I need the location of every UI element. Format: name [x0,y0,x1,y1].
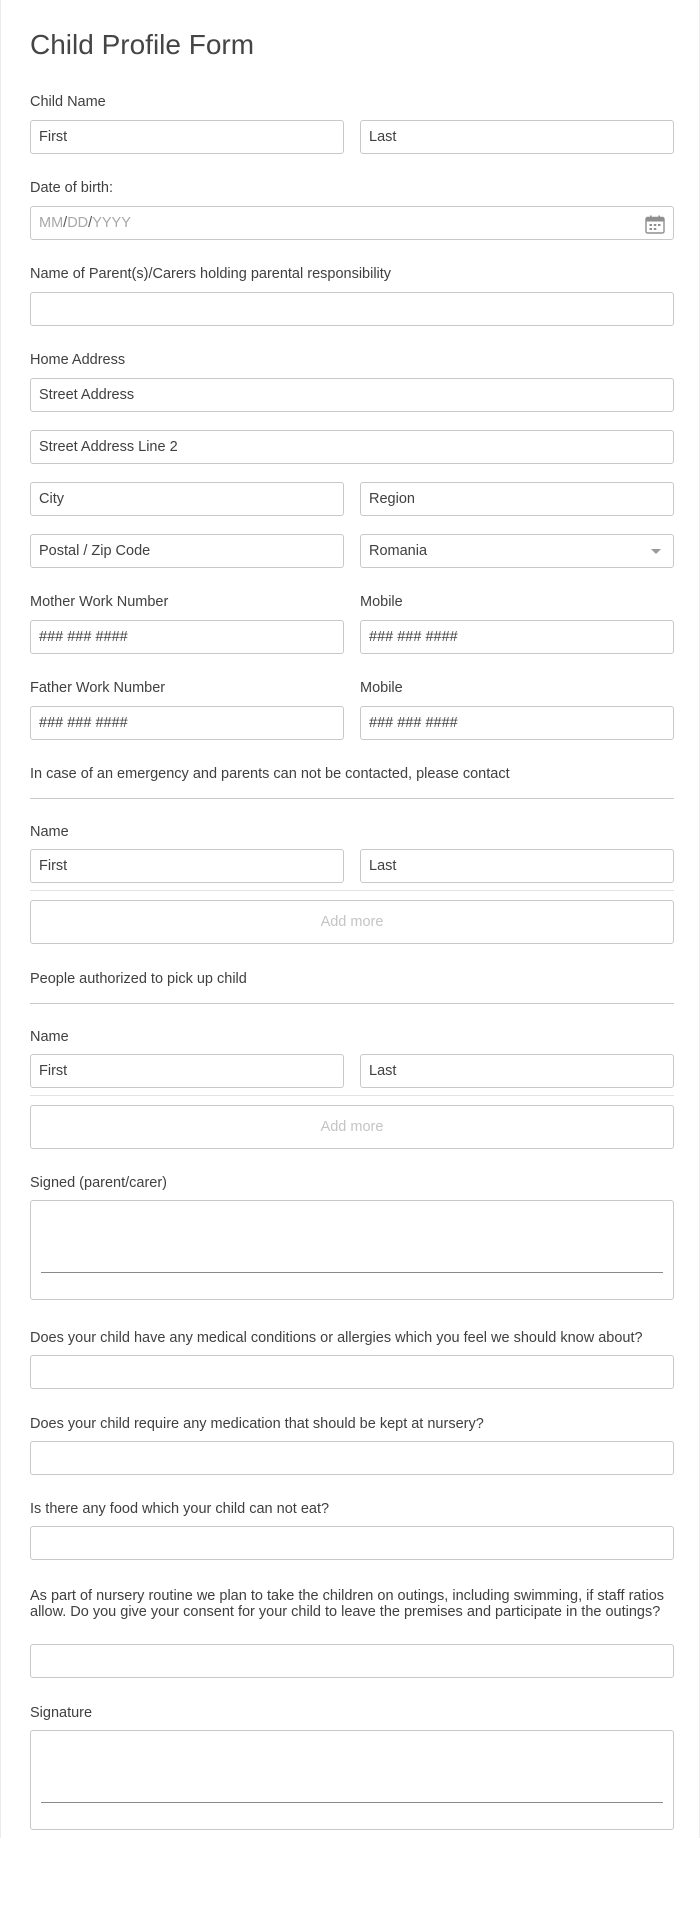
father-mobile-label: Mobile [360,680,403,696]
pickup-first-name-placeholder: First [39,1063,68,1079]
child-name-label: Child Name [30,94,106,110]
outings-consent-input[interactable] [30,1644,674,1678]
dob-separator: / [63,215,68,231]
city-input[interactable] [30,482,344,516]
parents-label: Name of Parent(s)/Carers holding parental responsibility [30,266,392,282]
signed-signature-pad[interactable] [30,1200,674,1300]
child-first-name-input[interactable] [30,120,344,154]
dob-label: Date of birth: [30,180,114,196]
father-work-number-placeholder: ### ### #### [39,715,128,731]
child-first-name-placeholder: First [39,129,68,145]
father-work-number-input[interactable] [30,706,344,740]
emergency-name-label: Name [30,824,69,840]
mother-mobile-label: Mobile [360,594,403,610]
father-mobile-input[interactable] [360,706,674,740]
region-placeholder: Region [369,491,415,507]
emergency-add-more-button[interactable]: Add more [30,900,674,944]
medication-label: Does your child require any medication that should be kept at nursery? [30,1416,484,1432]
pickup-first-name-input[interactable] [30,1054,344,1088]
pickup-last-name-placeholder: Last [369,1063,397,1079]
medical-conditions-label: Does your child have any medical conditions or allergies which you feel we should know about? [30,1330,643,1346]
food-restrictions-label: Is there any food which your child can not eat? [30,1501,330,1517]
dob-month-placeholder: MM [39,215,64,231]
calendar-icon[interactable] [645,214,665,233]
mother-work-number-label: Mother Work Number [30,594,169,610]
medication-input[interactable] [30,1441,674,1475]
food-restrictions-input[interactable] [30,1526,674,1560]
father-mobile-placeholder: ### ### #### [369,715,458,731]
pickup-name-label: Name [30,1029,69,1045]
signed-label: Signed (parent/carer) [30,1175,168,1191]
emergency-last-name-input[interactable] [360,849,674,883]
dob-input[interactable] [30,206,674,240]
child-last-name-input[interactable] [360,120,674,154]
child-last-name-placeholder: Last [369,129,397,145]
home-address-label: Home Address [30,352,126,368]
emergency-contact-heading: In case of an emergency and parents can not be contacted, please contact [30,766,510,782]
pickup-last-name-input[interactable] [360,1054,674,1088]
emergency-divider [30,798,674,799]
pickup-row-divider [30,1095,674,1096]
pickup-heading: People authorized to pick up child [30,971,247,987]
pickup-add-more-button[interactable]: Add more [30,1105,674,1149]
signature-baseline [41,1272,663,1273]
outings-consent-label: As part of nursery routine we plan to take the children on outings, including swimming, if staff ratios allow. Do you give your consent for your child to leave the premises and participate in the outings? [30,1588,665,1620]
mother-mobile-input[interactable] [360,620,674,654]
mother-work-number-placeholder: ### ### #### [39,629,128,645]
region-input[interactable] [360,482,674,516]
emergency-last-name-placeholder: Last [369,858,397,874]
country-select[interactable] [360,534,674,568]
dob-separator: / [88,215,93,231]
dob-day-placeholder: DD [67,215,89,231]
mother-work-number-input[interactable] [30,620,344,654]
city-placeholder: City [39,491,64,507]
signature-pad[interactable] [30,1730,674,1830]
pickup-divider [30,1003,674,1004]
medical-conditions-input[interactable] [30,1355,674,1389]
chevron-down-icon[interactable] [651,549,661,554]
dob-year-placeholder: YYYY [92,215,131,231]
signature-label: Signature [30,1705,93,1721]
father-work-number-label: Father Work Number [30,680,166,696]
street-address-placeholder: Street Address [39,387,135,403]
parents-input[interactable] [30,292,674,326]
postal-code-input[interactable] [30,534,344,568]
street-address-line2-input[interactable] [30,430,674,464]
mother-mobile-placeholder: ### ### #### [369,629,458,645]
page-title: Child Profile Form [30,29,255,60]
street-address-input[interactable] [30,378,674,412]
emergency-row-divider [30,890,674,891]
country-selected-value: Romania [369,543,428,559]
street-address-line2-placeholder: Street Address Line 2 [39,439,178,455]
postal-code-placeholder: Postal / Zip Code [39,543,151,559]
emergency-first-name-input[interactable] [30,849,344,883]
signature-baseline [41,1802,663,1803]
emergency-first-name-placeholder: First [39,858,68,874]
